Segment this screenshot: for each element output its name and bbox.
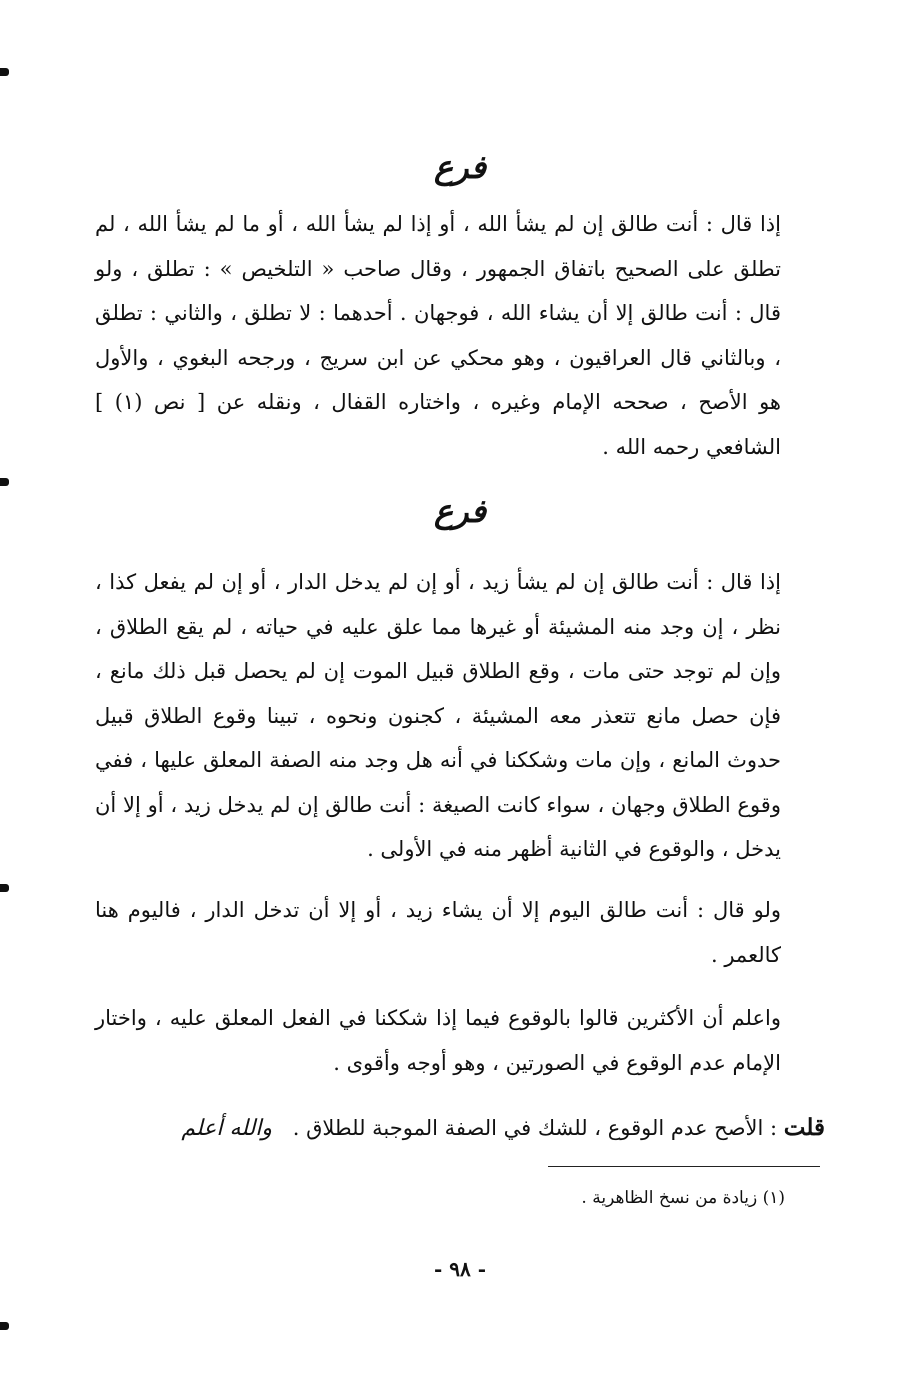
scan-edge-mark [0,884,9,892]
paragraph: واعلم أن الأكثرين قالوا بالوقوع فيما إذا شككنا في الفعل المعلق عليه ، واختار الإمام عدم الوقوع في الصورتين ، وهو أوجه وأقوى . [95,1006,781,1075]
scan-edge-mark [0,478,9,486]
qult-label: قلت [783,1114,825,1141]
scan-edge-mark [0,68,9,76]
section-heading: فرع [433,148,487,186]
paragraph-qult [95,1106,825,1152]
paragraph: إذا قال : أنت طالق إن لم يشأ الله ، أو إذا لم يشأ الله ، أو ما لم يشأ الله ، لم تطلق على الصحيح باتفاق الجمهور ، وقال صاحب « التلخيص » : تطلق ، ولو قال : أنت طالق إلا أن يشاء الله ، فوجهان . أحدهما : لا تطلق ، والثاني : تطلق ، وبالثاني قال العراقيون ، وهو محكي عن ابن سريج ، ورجحه البغوي ، والأول هو الأصح ، صححه الإمام وغيره ، واختاره القفال ، ونقله عن [ نص (١) ] الشافعي رحمه الله . [95,212,782,459]
section-heading: فرع [433,492,487,530]
footnote: (١) زيادة من نسخ الظاهرية . [581,1188,785,1208]
paragraph: إذا قال : أنت طالق إن لم يشأ زيد ، أو إن لم يدخل الدار ، أو إن لم يفعل كذا ، نظر ، إن وجد منه المشيئة أو غيرها مما علق عليه في حياته ، لم يقع الطلاق ، وإن لم توجد حتى مات ، وقع الطلاق قبيل الموت إن لم يحصل قبل ذلك مانع ، فإن حصل مانع تتعذر معه المشيئة ، كجنون ونحوه ، تبينا وقوع الطلاق قبيل حدوث المانع ، وإن مات وشككنا في أنه هل وجد منه الصفة المعلق عليها ، ففي وقوع الطلاق وجهان ، سواء كانت الصيغة : أنت طالق إن لم يدخل زيد ، أو إلا أن يدخل ، والوقوع في الثانية أظهر منه في الأولى . [95,570,781,861]
qult-text: : الأصح عدم الوقوع ، للشك في الصفة الموجبة للطلاق . [292,1116,778,1140]
footnote-divider [548,1166,820,1167]
closing-signature: والله أعلم [181,1116,273,1141]
paragraph: ولو قال : أنت طالق اليوم إلا أن يشاء زيد ، أو إلا أن تدخل الدار ، فاليوم هنا كالعمر . [95,898,781,967]
page-number: - ٩٨ - [433,1257,486,1281]
document-page [95,0,825,1373]
scan-edge-mark [0,1322,9,1330]
